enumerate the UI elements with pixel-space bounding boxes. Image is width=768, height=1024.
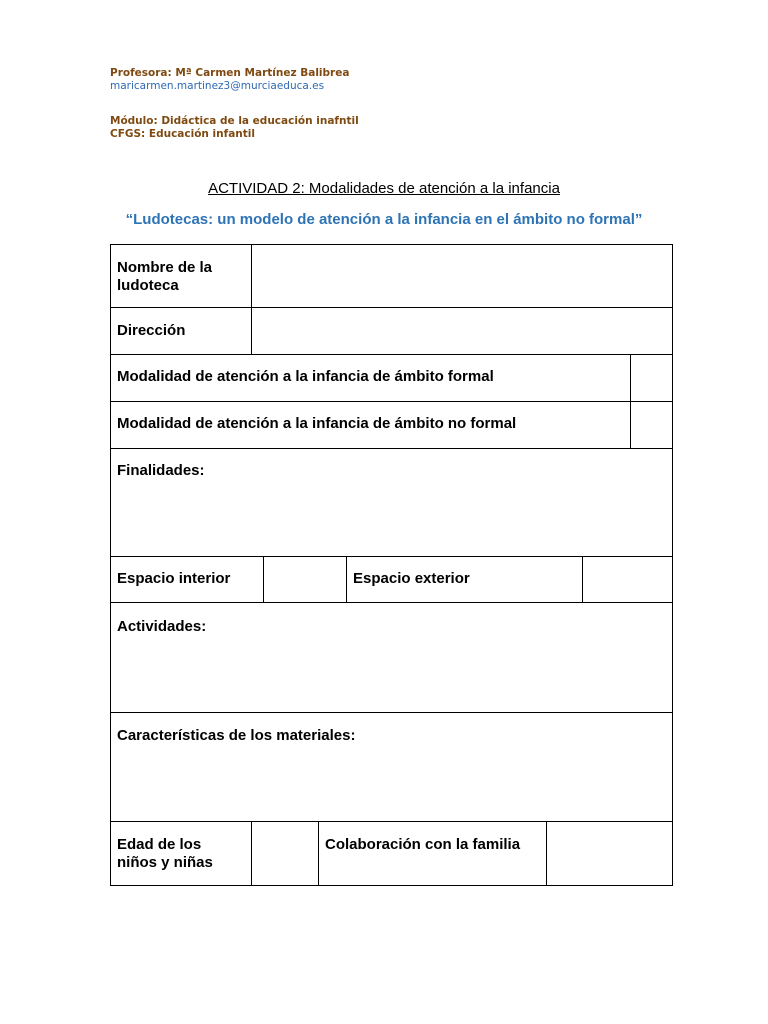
modalidad-formal-checkbox[interactable] bbox=[630, 354, 673, 402]
modalidad-no-formal-checkbox[interactable] bbox=[630, 401, 673, 449]
direccion-field[interactable] bbox=[251, 307, 673, 355]
teacher-email[interactable]: maricarmen.martinez3@murciaeduca.es bbox=[110, 80, 325, 92]
document-title: ACTIVIDAD 2: Modalidades de atención a la infancia bbox=[208, 180, 560, 197]
colaboracion-label-cell bbox=[318, 821, 547, 886]
edad-label-line1: Edad de los bbox=[117, 836, 202, 853]
espacio-exterior-label-cell bbox=[346, 556, 583, 603]
espacio-interior-label-cell bbox=[110, 556, 264, 603]
espacio-interior-field[interactable] bbox=[263, 556, 347, 603]
materiales-label: Características de los materiales: bbox=[117, 727, 356, 744]
materiales-field[interactable] bbox=[110, 712, 673, 822]
direccion-label-cell bbox=[110, 307, 252, 355]
finalidades-field[interactable] bbox=[110, 448, 673, 557]
espacio-exterior-label: Espacio exterior bbox=[353, 570, 470, 587]
module-name: Módulo: Didáctica de la educación inafntil bbox=[110, 115, 359, 127]
colaboracion-field[interactable] bbox=[546, 821, 673, 886]
actividades-label: Actividades: bbox=[117, 618, 207, 635]
teacher-name: Profesora: Mª Carmen Martínez Balibrea bbox=[110, 67, 350, 79]
document-subtitle: “Ludotecas: un modelo de atención a la infancia en el ámbito no formal” bbox=[125, 211, 643, 228]
nombre-label-cell bbox=[110, 244, 252, 308]
edad-label bbox=[117, 836, 213, 872]
nombre-label bbox=[117, 259, 212, 295]
author-block bbox=[110, 67, 349, 93]
actividades-field[interactable] bbox=[110, 602, 673, 713]
espacio-interior-label: Espacio interior bbox=[117, 570, 231, 587]
modalidad-formal-label-cell bbox=[110, 354, 631, 402]
espacio-exterior-field[interactable] bbox=[582, 556, 673, 603]
modalidad-no-formal-label-cell bbox=[110, 401, 631, 449]
nombre-label-line2: ludoteca bbox=[117, 277, 179, 294]
direccion-label: Dirección bbox=[117, 322, 186, 339]
edad-field[interactable] bbox=[251, 821, 319, 886]
edad-label-line2: niños y niñas bbox=[117, 854, 213, 871]
course-name: CFGS: Educación infantil bbox=[110, 128, 255, 140]
nombre-label-line1: Nombre de la bbox=[117, 259, 213, 276]
colaboracion-label: Colaboración con la familia bbox=[325, 836, 521, 853]
modalidad-no-formal-label: Modalidad de atención a la infancia de ámbito no formal bbox=[117, 415, 517, 432]
edad-label-cell bbox=[110, 821, 252, 886]
module-block bbox=[110, 115, 359, 141]
finalidades-label: Finalidades: bbox=[117, 462, 205, 479]
modalidad-formal-label: Modalidad de atención a la infancia de ámbito formal bbox=[117, 368, 494, 385]
nombre-field[interactable] bbox=[251, 244, 673, 308]
